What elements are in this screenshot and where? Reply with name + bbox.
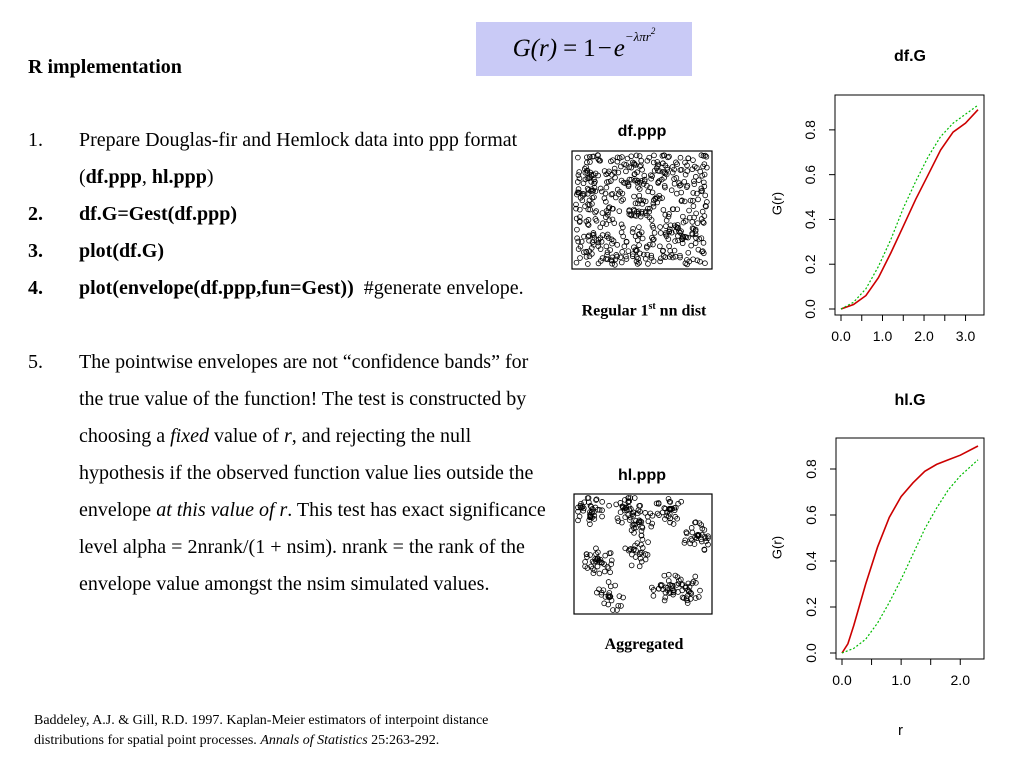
point-marker xyxy=(612,262,617,267)
point-marker xyxy=(646,540,651,545)
point-marker xyxy=(574,260,579,265)
text-run: df.ppp xyxy=(85,166,142,188)
chart-ylabel-df: G(r) xyxy=(769,191,785,216)
point-marker xyxy=(629,563,634,568)
x-tick-label: 0.0 xyxy=(832,672,852,688)
point-marker xyxy=(666,572,671,577)
point-marker xyxy=(693,174,698,179)
list-text xyxy=(79,122,548,196)
point-marker xyxy=(658,231,663,236)
x-tick-label: 3.0 xyxy=(955,328,976,344)
point-marker xyxy=(576,173,581,178)
point-marker xyxy=(594,546,599,551)
citation-journal: Annals of Statistics xyxy=(260,733,368,748)
point-marker xyxy=(613,195,618,200)
point-marker xyxy=(661,207,666,212)
point-marker xyxy=(604,244,609,249)
plot-frame xyxy=(835,95,984,315)
point-marker xyxy=(597,571,602,576)
point-marker xyxy=(693,574,698,579)
chart-ylabel-hl: G(r) xyxy=(769,535,785,560)
point-marker xyxy=(645,514,650,519)
point-marker xyxy=(575,227,580,232)
point-marker xyxy=(637,564,642,569)
point-marker xyxy=(696,595,701,600)
x-tick-label: 2.0 xyxy=(914,328,934,344)
text-run: value of xyxy=(208,425,284,447)
list-number: 4. xyxy=(28,277,43,299)
chart-xlabel-hl: r xyxy=(898,722,903,739)
point-marker xyxy=(622,244,627,249)
pattern-caption-df: Regular 1st nn dist xyxy=(581,301,707,320)
point-marker xyxy=(651,160,656,165)
point-marker xyxy=(652,153,657,158)
point-marker xyxy=(701,240,706,245)
point-marker xyxy=(646,519,651,524)
list-item xyxy=(28,233,548,270)
formula-minus: − xyxy=(597,35,612,62)
point-marker xyxy=(592,195,597,200)
point-marker xyxy=(600,221,605,226)
point-marker xyxy=(583,559,588,564)
list-text: df.G=Gest(df.ppp) xyxy=(79,203,238,225)
point-marker xyxy=(629,154,634,159)
y-tick-label: 0.2 xyxy=(802,254,818,274)
point-marker xyxy=(691,158,696,163)
text-run: fixed xyxy=(170,425,209,447)
plot-frame xyxy=(836,438,984,659)
point-marker xyxy=(689,525,694,530)
formula-exponent-square: 2 xyxy=(650,26,656,36)
empirical-curve xyxy=(842,446,978,653)
formula-equals: = xyxy=(563,35,578,62)
point-marker xyxy=(694,235,699,240)
point-marker xyxy=(670,170,675,175)
point-marker xyxy=(698,588,703,593)
point-marker xyxy=(626,249,631,254)
point-marker xyxy=(696,197,701,202)
point-marker xyxy=(649,524,654,529)
empirical-curve xyxy=(841,110,978,309)
y-tick-label: 0.0 xyxy=(802,299,818,319)
point-marker xyxy=(600,514,605,519)
point-marker xyxy=(658,259,663,264)
point-marker xyxy=(689,243,694,248)
list-text: plot(df.G) xyxy=(79,240,164,262)
text-run: Prepare Douglas-fir and Hemlock data into ppp format ( xyxy=(79,129,518,188)
point-marker xyxy=(637,225,642,230)
list-number: 1. xyxy=(28,129,43,151)
x-tick-label: 1.0 xyxy=(891,672,911,688)
list-item xyxy=(28,270,548,307)
point-marker xyxy=(639,158,644,163)
point-marker xyxy=(630,230,635,235)
hl-point-pattern xyxy=(570,492,714,616)
y-tick-label: 0.6 xyxy=(802,164,818,185)
list-item xyxy=(28,196,548,233)
point-marker xyxy=(691,204,696,209)
theoretical-curve xyxy=(842,460,978,653)
theoretical-curve xyxy=(841,105,978,309)
formula-box xyxy=(476,22,692,76)
point-marker xyxy=(650,190,655,195)
point-marker xyxy=(585,262,590,267)
point-marker xyxy=(607,503,612,508)
point-marker xyxy=(646,261,651,266)
point-marker xyxy=(607,218,612,223)
point-marker xyxy=(682,199,687,204)
point-marker xyxy=(600,499,605,504)
point-marker xyxy=(680,588,685,593)
point-marker xyxy=(579,239,584,244)
point-marker xyxy=(703,261,708,266)
point-marker xyxy=(663,595,668,600)
point-marker xyxy=(575,155,580,160)
text-run: plot(envelope(df.ppp,fun=Gest)) xyxy=(79,277,354,299)
point-marker xyxy=(615,516,620,521)
point-marker xyxy=(672,181,677,186)
point-marker xyxy=(632,194,637,199)
point-marker xyxy=(693,241,698,246)
point-marker xyxy=(619,260,624,265)
point-marker xyxy=(577,170,582,175)
y-tick-label: 0.0 xyxy=(803,643,819,663)
list-item xyxy=(28,344,548,603)
point-marker xyxy=(637,154,642,159)
y-tick-label: 0.2 xyxy=(803,597,819,617)
point-marker xyxy=(693,596,698,601)
point-marker xyxy=(698,169,703,174)
df-point-pattern xyxy=(570,149,714,271)
point-marker xyxy=(624,169,629,174)
text-run: hl.ppp xyxy=(151,166,207,188)
point-marker xyxy=(690,219,695,224)
point-marker xyxy=(686,156,691,161)
y-tick-label: 0.4 xyxy=(802,209,818,230)
x-tick-label: 0.0 xyxy=(831,328,851,344)
point-marker xyxy=(704,154,709,159)
list-number: 3. xyxy=(28,240,43,262)
y-tick-label: 0.4 xyxy=(803,551,819,571)
point-marker xyxy=(700,209,705,214)
citation-line-2: distributions for spatial point processes. Annals of Statistics 25:263-292. xyxy=(34,733,440,748)
point-marker xyxy=(643,557,648,562)
list-text xyxy=(79,270,548,307)
list-item xyxy=(28,122,548,196)
point-marker xyxy=(691,179,696,184)
point-marker xyxy=(619,222,624,227)
pattern-caption-hl: Aggregated xyxy=(604,636,684,653)
y-tick-label: 0.8 xyxy=(803,459,819,479)
point-marker xyxy=(690,530,695,535)
point-marker xyxy=(623,546,628,551)
point-marker xyxy=(667,244,672,249)
point-marker xyxy=(598,186,603,191)
point-marker xyxy=(695,221,700,226)
point-marker xyxy=(591,571,596,576)
text-run: r xyxy=(283,425,292,447)
point-marker xyxy=(575,236,580,241)
point-marker xyxy=(613,175,618,180)
point-marker xyxy=(652,230,657,235)
list-number: 2. xyxy=(28,203,43,225)
point-marker xyxy=(604,185,609,190)
point-marker xyxy=(694,211,699,216)
text-run: . This test has exact significance level alpha = 2nrank/(1 + nsim). nrank = the rank of the envelope value amongst the nsim simulated values. xyxy=(79,499,546,595)
citation xyxy=(34,711,634,751)
chart-title-hl: hl.G xyxy=(894,392,926,409)
list-number: 5. xyxy=(28,351,43,373)
point-marker xyxy=(658,225,663,230)
x-tick-label: 2.0 xyxy=(950,672,970,688)
text-run: at this value of r xyxy=(156,499,288,521)
citation-line-1: Baddeley, A.J. & Gill, R.D. 1997. Kaplan-Meier estimators of interpoint distance xyxy=(34,713,489,728)
formula-one: 1 xyxy=(583,35,596,62)
point-marker xyxy=(651,593,656,598)
point-marker xyxy=(703,193,708,198)
formula-base: e xyxy=(613,35,625,62)
point-marker xyxy=(662,573,667,578)
point-marker xyxy=(669,188,674,193)
list-text xyxy=(79,344,548,603)
y-tick-label: 0.8 xyxy=(802,120,818,140)
point-marker xyxy=(651,242,656,247)
point-marker xyxy=(602,569,607,574)
point-marker xyxy=(593,210,598,215)
formula-exponent-pre: −λπr xyxy=(624,29,651,44)
chart-title-df: df.G xyxy=(894,48,926,65)
point-marker xyxy=(588,160,593,165)
point-marker xyxy=(615,242,620,247)
text-run: ) xyxy=(206,166,214,188)
x-tick-label: 1.0 xyxy=(872,328,893,344)
point-marker xyxy=(637,243,642,248)
point-marker xyxy=(640,236,645,241)
point-marker xyxy=(680,214,685,219)
point-marker xyxy=(676,234,681,239)
point-marker xyxy=(674,191,679,196)
point-marker xyxy=(635,238,640,243)
point-marker xyxy=(637,193,642,198)
section-heading: R implementation xyxy=(28,56,182,78)
text-run: , and rejecting the null hypothesis if the observed function value lies outside the envelope xyxy=(79,425,534,521)
point-marker xyxy=(686,250,691,255)
point-marker xyxy=(606,580,611,585)
point-marker xyxy=(617,209,622,214)
point-marker xyxy=(678,155,683,160)
y-tick-label: 0.6 xyxy=(803,505,819,525)
point-marker xyxy=(578,256,583,261)
formula-lhs: G(r) xyxy=(512,35,558,62)
text-run: The pointwise envelopes are not “confidence bands” for the true value of the function! The test is constructed by choosing a xyxy=(79,351,529,447)
point-marker xyxy=(620,249,625,254)
pattern-title-df: df.ppp xyxy=(617,123,667,140)
point-marker xyxy=(620,225,625,230)
point-marker xyxy=(687,208,692,213)
point-marker xyxy=(657,244,662,249)
formula-exponent xyxy=(624,26,656,45)
text-run: , xyxy=(141,166,152,188)
text-run: #generate envelope. xyxy=(353,277,524,299)
point-marker xyxy=(633,555,638,560)
pattern-title-hl: hl.ppp xyxy=(618,467,666,484)
